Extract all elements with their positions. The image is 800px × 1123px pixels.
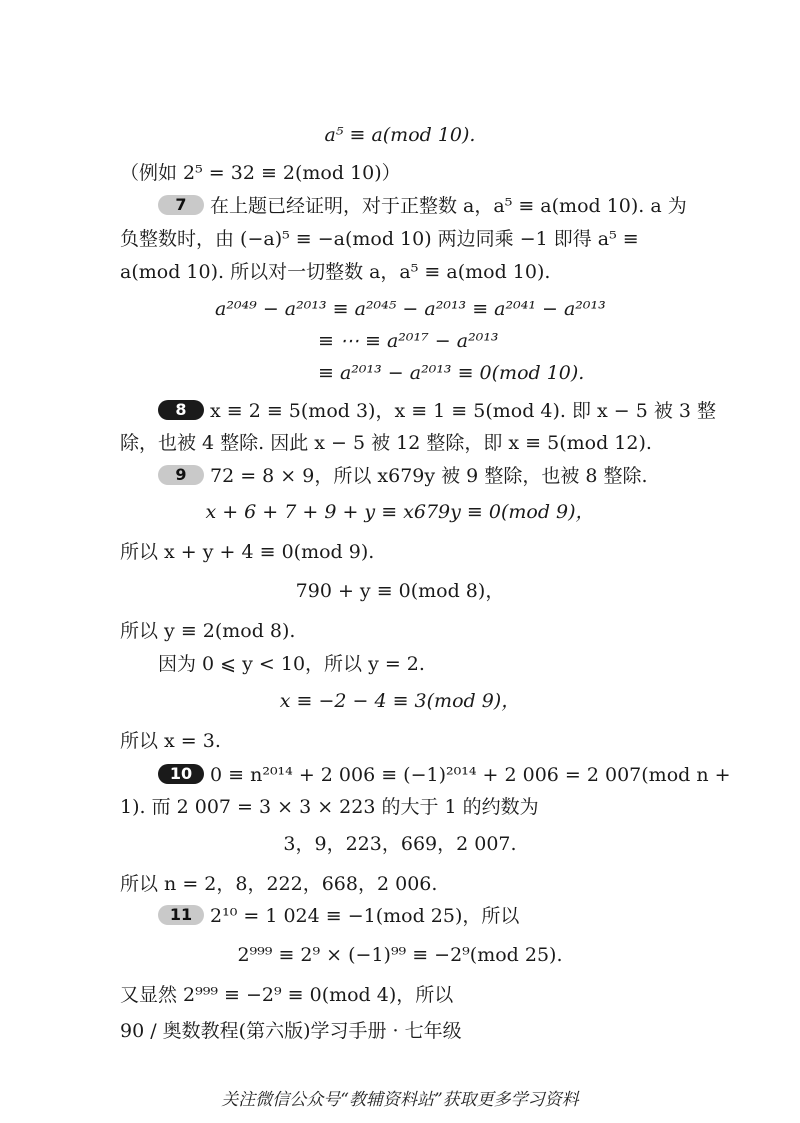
problem-9-first-line: [158, 463, 648, 489]
text-line: 所以 x = 3.: [120, 730, 221, 752]
text-line: 所以 y ≡ 2(mod 8).: [120, 620, 296, 642]
text-line: 0 ≡ n²⁰¹⁴ + 2 006 ≡ (−1)²⁰¹⁴ + 2 006 = 2 007(mod n +: [210, 764, 731, 786]
text-line: 负整数时，由 (−a)⁵ ≡ −a(mod 10) 两边同乘 −1 即得 a⁵ ≡: [120, 228, 639, 250]
watermark-text: 关注微信公众号“教辅资料站”获取更多学习资料: [221, 1090, 579, 1110]
problem-number-badge: 9: [158, 465, 204, 485]
problem-number-badge: 7: [158, 195, 204, 215]
equation-line: 3，9，223，669，2 007.: [283, 833, 517, 855]
text-line: x ≡ 2 ≡ 5(mod 3)，x ≡ 1 ≡ 5(mod 4). 即 x − 5 被 3 整: [210, 400, 717, 422]
text-line: 因为 0 ⩽ y < 10，所以 y = 2.: [158, 653, 425, 675]
problem-11-first-line: [158, 903, 519, 929]
equation-line: a²⁰⁴⁹ − a²⁰¹³ ≡ a²⁰⁴⁵ − a²⁰¹³ ≡ a²⁰⁴¹ − a²⁰¹³: [215, 298, 606, 320]
text-line: 1). 而 2 007 = 3 × 3 × 223 的大于 1 的约数为: [120, 796, 539, 818]
problem-number-badge: 11: [158, 905, 204, 925]
text-line: 72 = 8 × 9，所以 x679y 被 9 整除，也被 8 整除.: [210, 465, 648, 487]
text-line: 2¹⁰ = 1 024 ≡ −1(mod 25)，所以: [210, 905, 520, 927]
equation-line: x ≡ −2 − 4 ≡ 3(mod 9)，: [279, 690, 521, 712]
equation-line: 790 + y ≡ 0(mod 8)，: [295, 580, 505, 602]
text-line: 除，也被 4 整除. 因此 x − 5 被 12 整除，即 x ≡ 5(mod 12).: [120, 432, 652, 454]
text-line: （例如 2⁵ = 32 ≡ 2(mod 10)）: [120, 162, 401, 184]
page-footer: 90 / 奥数教程(第六版)学习手册 · 七年级: [120, 1020, 462, 1042]
problem-10-first-line: [158, 762, 731, 788]
problem-7-first-line: [158, 193, 687, 219]
equation-line: ≡ ⋯ ≡ a²⁰¹⁷ − a²⁰¹³: [318, 330, 499, 352]
text-line: 所以 x + y + 4 ≡ 0(mod 9).: [120, 541, 375, 563]
problem-number-badge: 8: [158, 400, 204, 420]
equation-line: ≡ a²⁰¹³ − a²⁰¹³ ≡ 0(mod 10).: [318, 362, 585, 384]
text-line: 在上题已经证明，对于正整数 a，a⁵ ≡ a(mod 10). a 为: [210, 195, 687, 217]
equation-line: 2⁹⁹⁹ ≡ 2⁹ × (−1)⁹⁹ ≡ −2⁹(mod 25).: [237, 944, 563, 966]
equation-line: x + 6 + 7 + 9 + y ≡ x679y ≡ 0(mod 9)，: [205, 501, 595, 523]
text-line: a(mod 10). 所以对一切整数 a，a⁵ ≡ a(mod 10).: [120, 261, 551, 283]
text-line: 又显然 2⁹⁹⁹ ≡ −2⁹ ≡ 0(mod 4)，所以: [120, 984, 454, 1006]
problem-number-badge: 10: [158, 764, 204, 784]
text-line: 所以 n = 2，8，222，668，2 006.: [120, 873, 438, 895]
equation-line: a⁵ ≡ a(mod 10).: [324, 124, 476, 146]
problem-8-first-line: [158, 398, 716, 424]
